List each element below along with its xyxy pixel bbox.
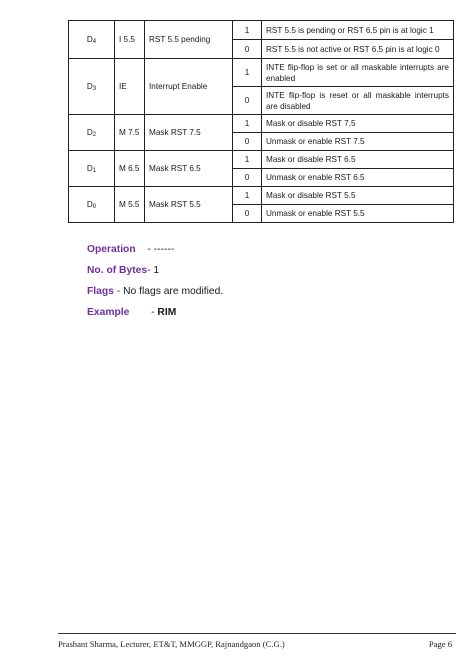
bytes-line (87, 265, 159, 276)
bytes-value: - 1 (147, 265, 160, 276)
mnemonic-cell: M 7.5 (115, 115, 145, 151)
value-cell: 1 (233, 151, 262, 169)
bytes-label: No. of Bytes (87, 265, 148, 276)
function-cell: Mask RST 7.5 (145, 115, 233, 151)
footer-divider (58, 633, 456, 634)
flags-label: Flags (87, 286, 114, 297)
value-cell: 1 (233, 21, 262, 40)
description-cell: Unmask or enable RST 5.5 (262, 205, 454, 223)
mnemonic-cell: IE (115, 59, 145, 115)
example-line (87, 307, 176, 318)
bit-cell: $D_1$ (69, 151, 115, 187)
description-cell: INTE flip-flop is reset or all maskable interrupts are disabled (262, 87, 454, 115)
value-cell: 0 (233, 87, 262, 115)
bit-cell: $D_4$ (69, 21, 115, 59)
operation-line (87, 244, 174, 255)
footer-page-number: Page 6 (428, 639, 452, 649)
description-cell: Unmask or enable RST 6.5 (262, 169, 454, 187)
bit-cell: $D_3$ (69, 59, 115, 115)
table-row (69, 59, 454, 87)
operation-label: Operation (87, 244, 136, 255)
table-row (69, 187, 454, 205)
value-cell: 0 (233, 205, 262, 223)
value-cell: 1 (233, 187, 262, 205)
function-cell: Interrupt Enable (145, 59, 233, 115)
table-row (69, 115, 454, 133)
example-value: RIM (157, 307, 177, 318)
table-row (69, 151, 454, 169)
bit-cell: $D_2$ (69, 115, 115, 151)
function-cell: Mask RST 6.5 (145, 151, 233, 187)
bit-cell: $D_0$ (69, 187, 115, 223)
flags-value: - No flags are modified. (116, 286, 224, 297)
description-cell: INTE flip-flop is set or all maskable interrupts are enabled (262, 59, 454, 87)
description-cell: Unmask or enable RST 7.5 (262, 133, 454, 151)
mnemonic-cell: M 5.5 (115, 187, 145, 223)
bit-definition-table (68, 20, 454, 223)
table-row (69, 21, 454, 40)
example-label: Example (87, 307, 130, 318)
footer-author: Prashant Sharma, Lecturer, ET&T, MMGGP, Rajnandgaon (C.G.) (58, 639, 285, 649)
description-cell: Mask or disable RST 6.5 (262, 151, 454, 169)
description-cell: Mask or disable RST 5.5 (262, 187, 454, 205)
example-dash: - (151, 307, 155, 318)
function-cell: RST 5.5 pending (145, 21, 233, 59)
value-cell: 0 (233, 169, 262, 187)
mnemonic-cell: I 5.5 (115, 21, 145, 59)
mnemonic-cell: M 6.5 (115, 151, 145, 187)
operation-value: - ------ (147, 244, 175, 255)
value-cell: 1 (233, 59, 262, 87)
value-cell: 0 (233, 133, 262, 151)
flags-line (87, 286, 223, 297)
function-cell: Mask RST 5.5 (145, 187, 233, 223)
description-cell: Mask or disable RST 7.5 (262, 115, 454, 133)
value-cell: 0 (233, 40, 262, 59)
description-cell: RST 5.5 is not active or RST 6.5 pin is at logic 0 (262, 40, 454, 59)
description-cell: RST 5.5 is pending or RST 6.5 pin is at logic 1 (262, 21, 454, 40)
value-cell: 1 (233, 115, 262, 133)
